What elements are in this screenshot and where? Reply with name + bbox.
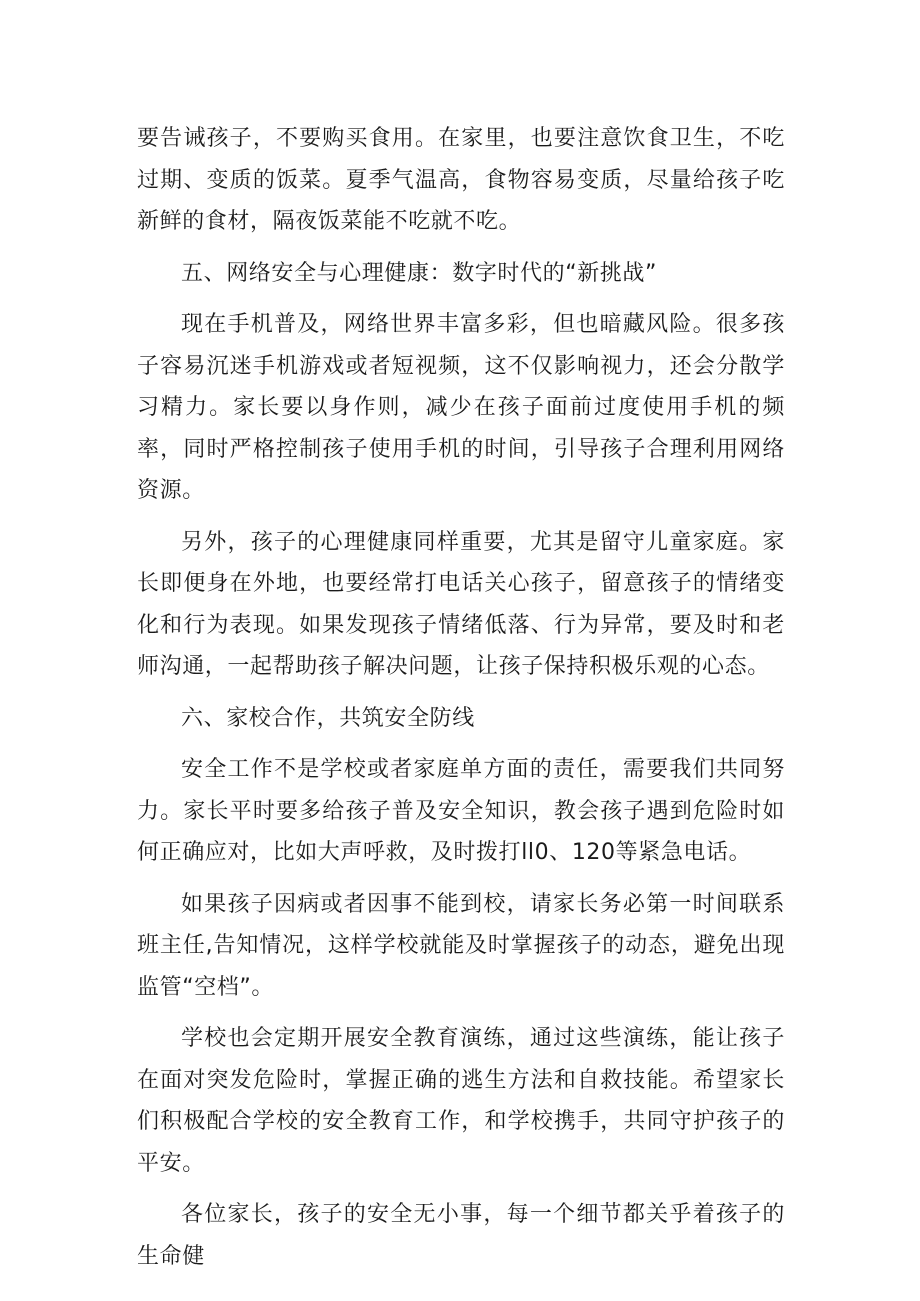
document-body [137, 118, 785, 1277]
paragraph-phone-usage: 现在手机普及，网络世界丰富多彩，但也暗藏风险。很多孩子容易沉迷手机游戏或者短视频，这不仅影响视力，还会分散学习精力。家长要以身作则，减少在孩子面前过度使用手机的频率，同时严格控制孩子使用手机的时间，引导孩子合理利用网络资源。 [137, 312, 785, 503]
paragraph-safety-drills: 学校也会定期开展安全教育演练，通过这些演练，能让孩子在面对突发危险时，掌握正确的逃生方法和自救技能。希望家长们积极配合学校的安全教育工作，和学校携手，共同守护孩子的平安。 [137, 1026, 785, 1176]
paragraph-food-safety-continued: 要告诫孩子，不要购买食用。在家里，也要注意饮食卫生，不吃过期、变质的饭菜。夏季气温高，食物容易变质，尽量给孩子吃新鲜的食材，隔夜饭菜能不吃就不吃。 [137, 126, 785, 234]
paragraph-absence-notice: 如果孩子因病或者因事不能到校，请家长务必第一时间联系班主任,告知情况，这样学校就能及时掌握孩子的动态，避免出现监管“空档”。 [137, 891, 785, 1000]
paragraph-shared-responsibility: 安全工作不是学校或者家庭单方面的责任，需要我们共同努力。家长平时要多给孩子普及安全知识，教会孩子遇到危险时如何正确应对，比如大声呼救，及时拨打ll0、120等紧急电话。 [137, 757, 785, 865]
section-heading-network-mental-health: 五、网络安全与心理健康：数字时代的“新挑战” [181, 260, 657, 286]
paragraph-mental-health: 另外，孩子的心理健康同样重要，尤其是留守儿童家庭。家长即便身在外地，也要经常打电话关心孩子，留意孩子的情绪变化和行为表现。如果发现孩子情绪低落、行为异常，要及时和老师沟通，一起帮助孩子解决问题，让孩子保持积极乐观的心态。 [137, 529, 785, 679]
paragraph-closing: 各位家长，孩子的安全无小事，每一个细节都关乎着孩子的生命健 [137, 1202, 785, 1269]
section-heading-home-school-cooperation: 六、家校合作，共筑安全防线 [181, 705, 475, 731]
